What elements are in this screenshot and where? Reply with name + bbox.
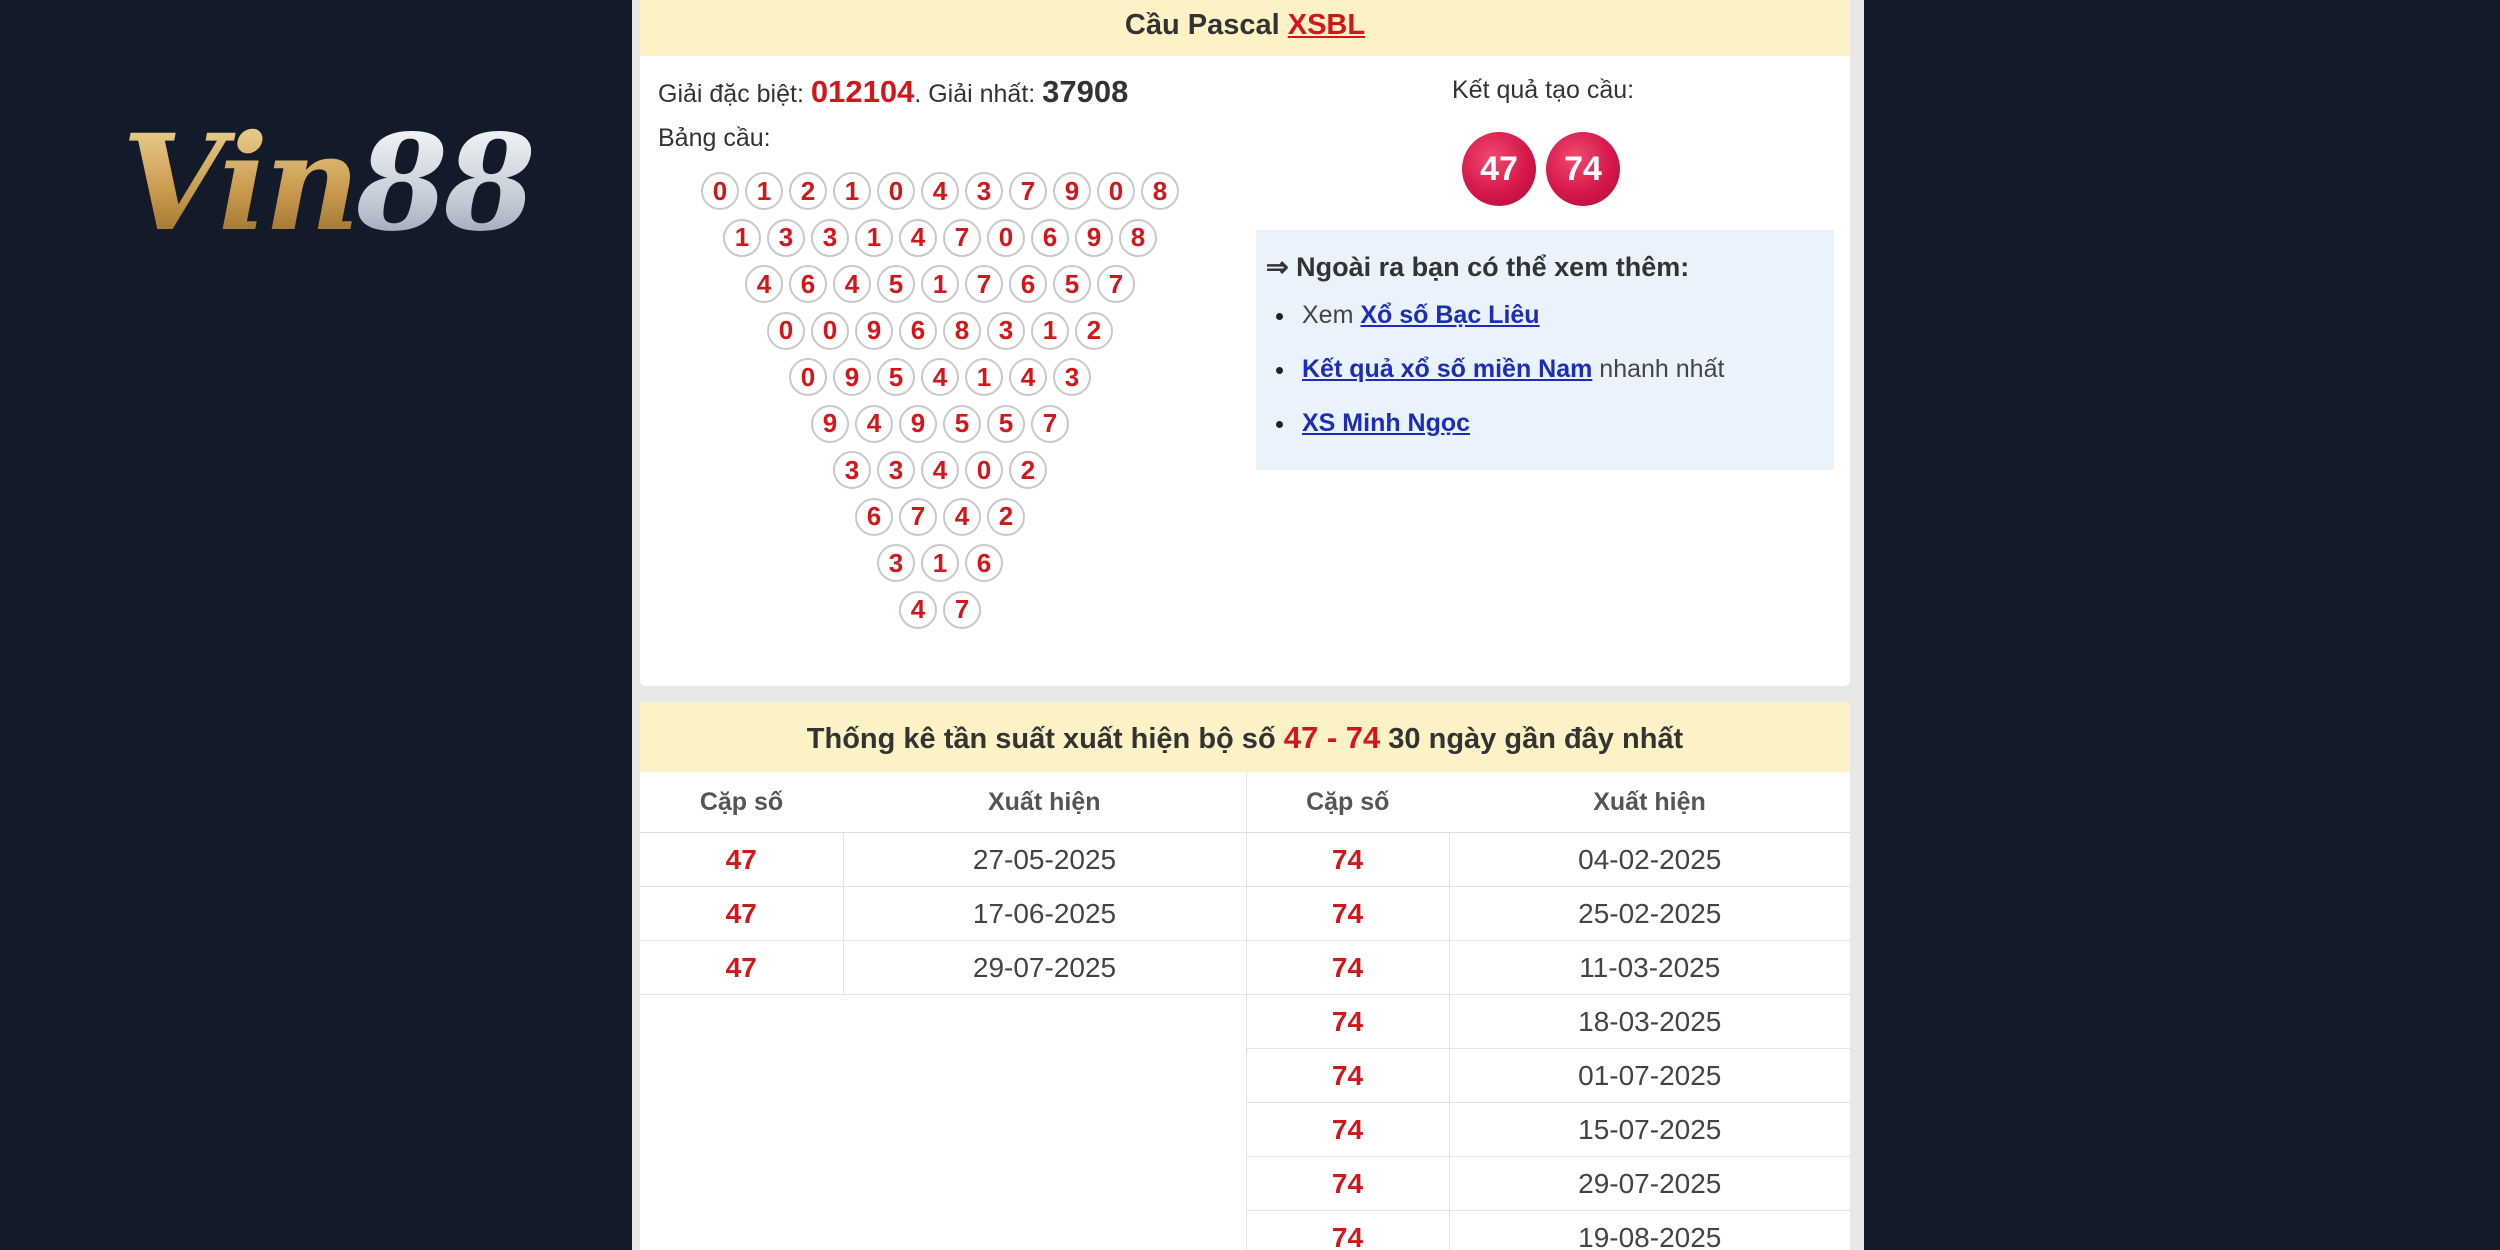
left-pair-cell xyxy=(640,995,843,1049)
digit-ball: 5 xyxy=(1053,265,1091,303)
digit-ball: 3 xyxy=(833,451,871,489)
left-pair-cell xyxy=(640,1103,843,1157)
logo-text-88: 88 xyxy=(356,106,532,261)
digit-ball: 6 xyxy=(789,265,827,303)
triangle-row xyxy=(640,591,1240,638)
digit-ball: 3 xyxy=(965,172,1003,210)
pascal-card xyxy=(640,0,1850,686)
digit-ball: 2 xyxy=(987,498,1025,536)
digit-ball: 4 xyxy=(921,358,959,396)
see-more-box xyxy=(1256,230,1834,470)
left-date-cell: 27-05-2025 xyxy=(843,833,1246,887)
digit-ball: 1 xyxy=(921,544,959,582)
frequency-table-body xyxy=(640,833,1850,1250)
digit-ball: 9 xyxy=(833,358,871,396)
right-pair-cell: 74 xyxy=(1246,887,1449,941)
left-pair-cell: 47 xyxy=(640,941,843,995)
digit-ball: 0 xyxy=(811,312,849,350)
first-prize-label: Giải nhất: xyxy=(928,80,1043,108)
digit-ball: 8 xyxy=(1119,219,1157,257)
left-date-cell xyxy=(843,1211,1246,1250)
right-pair-cell: 74 xyxy=(1246,1157,1449,1211)
digit-ball: 6 xyxy=(899,312,937,350)
special-prize-value: 012104 xyxy=(810,74,915,109)
right-date-cell: 19-08-2025 xyxy=(1449,1211,1850,1250)
frequency-title-suffix: 30 ngày gần đây nhất xyxy=(1380,723,1684,755)
left-date-cell xyxy=(843,1103,1246,1157)
triangle-row xyxy=(640,544,1240,591)
table-label: Bảng cầu: xyxy=(658,124,771,152)
digit-ball: 5 xyxy=(877,265,915,303)
digit-ball: 1 xyxy=(921,265,959,303)
digit-ball: 7 xyxy=(1009,172,1047,210)
kqxs-mien-nam-link[interactable]: Kết quả xổ số miền Nam xyxy=(1302,355,1593,383)
item-prefix: Xem xyxy=(1302,301,1361,329)
digit-ball: 4 xyxy=(855,405,893,443)
right-date-cell: 29-07-2025 xyxy=(1449,1157,1850,1211)
digit-ball: 5 xyxy=(987,405,1025,443)
digit-ball: 1 xyxy=(965,358,1003,396)
table-row xyxy=(640,887,1850,941)
digit-ball: 6 xyxy=(1009,265,1047,303)
see-more-title: ⇒ Ngoài ra bạn có thể xem thêm: xyxy=(1266,252,1690,282)
result-label: Kết quả tạo cầu: xyxy=(1452,76,1635,104)
left-pair-cell xyxy=(640,1211,843,1250)
digit-ball: 4 xyxy=(1009,358,1047,396)
table-row xyxy=(640,995,1850,1049)
right-date-cell: 25-02-2025 xyxy=(1449,887,1850,941)
table-row xyxy=(640,1157,1850,1211)
left-date-cell xyxy=(843,1049,1246,1103)
digit-ball: 4 xyxy=(921,451,959,489)
right-pair-cell: 74 xyxy=(1246,833,1449,887)
digit-ball: 1 xyxy=(855,219,893,257)
first-prize-value: 37908 xyxy=(1042,74,1129,109)
see-more-list xyxy=(1266,301,1824,463)
left-pair-cell: 47 xyxy=(640,887,843,941)
prize-separator: . xyxy=(914,80,929,108)
table-header-row xyxy=(640,772,1850,833)
list-item xyxy=(1266,409,1824,463)
triangle-row xyxy=(640,498,1240,545)
frequency-card xyxy=(640,702,1850,1250)
frequency-header xyxy=(640,702,1850,772)
right-date-cell: 18-03-2025 xyxy=(1449,995,1850,1049)
digit-ball: 4 xyxy=(899,591,937,629)
triangle-row xyxy=(640,265,1240,312)
digit-ball: 1 xyxy=(833,172,871,210)
table-row xyxy=(640,1049,1850,1103)
digit-ball: 3 xyxy=(987,312,1025,350)
digit-ball: 3 xyxy=(1053,358,1091,396)
item-suffix: nhanh nhất xyxy=(1592,355,1725,383)
digit-ball: 6 xyxy=(855,498,893,536)
triangle-row xyxy=(640,219,1240,266)
logo-text-vin: Vin xyxy=(122,106,357,261)
col-pair-right: Cặp số xyxy=(1246,772,1449,833)
frequency-title-prefix: Thống kê tần suất xuất hiện bộ số xyxy=(806,723,1284,755)
digit-ball: 7 xyxy=(965,265,1003,303)
result-balls xyxy=(1462,132,1620,206)
digit-ball: 1 xyxy=(1031,312,1069,350)
digit-ball: 5 xyxy=(877,358,915,396)
digit-ball: 0 xyxy=(767,312,805,350)
digit-ball: 2 xyxy=(1075,312,1113,350)
digit-ball: 9 xyxy=(1053,172,1091,210)
right-date-cell: 11-03-2025 xyxy=(1449,941,1850,995)
digit-ball: 2 xyxy=(789,172,827,210)
left-pair-cell: 47 xyxy=(640,833,843,887)
digit-ball: 1 xyxy=(745,172,783,210)
card-header xyxy=(640,0,1850,56)
digit-ball: 7 xyxy=(943,219,981,257)
special-prize-label: Giải đặc biệt: xyxy=(658,80,811,108)
list-item xyxy=(1266,301,1824,355)
left-date-cell: 17-06-2025 xyxy=(843,887,1246,941)
digit-ball: 6 xyxy=(1031,219,1069,257)
digit-ball: 3 xyxy=(811,219,849,257)
xo-so-bac-lieu-link[interactable]: Xổ số Bạc Liêu xyxy=(1360,301,1540,329)
digit-ball: 0 xyxy=(1097,172,1135,210)
digit-ball: 7 xyxy=(899,498,937,536)
right-date-cell: 15-07-2025 xyxy=(1449,1103,1850,1157)
triangle-row xyxy=(640,451,1240,498)
left-date-cell xyxy=(843,1157,1246,1211)
pascal-triangle xyxy=(640,172,1240,637)
triangle-row xyxy=(640,312,1240,359)
vin88-logo[interactable] xyxy=(122,106,532,261)
frequency-table xyxy=(640,772,1850,1250)
right-pair-cell: 74 xyxy=(1246,1049,1449,1103)
right-pair-cell: 74 xyxy=(1246,941,1449,995)
triangle-row xyxy=(640,172,1240,219)
left-date-cell xyxy=(843,995,1246,1049)
digit-ball: 0 xyxy=(987,219,1025,257)
table-row xyxy=(640,941,1850,995)
digit-ball: 0 xyxy=(701,172,739,210)
triangle-row xyxy=(640,358,1240,405)
digit-ball: 3 xyxy=(877,544,915,582)
digit-ball: 3 xyxy=(877,451,915,489)
frequency-pair: 47 - 74 xyxy=(1283,720,1381,755)
digit-ball: 0 xyxy=(789,358,827,396)
digit-ball: 8 xyxy=(1141,172,1179,210)
main-content xyxy=(632,0,1864,1250)
digit-ball: 8 xyxy=(943,312,981,350)
xs-minh-ngoc-link[interactable]: XS Minh Ngọc xyxy=(1302,409,1471,437)
digit-ball: 4 xyxy=(745,265,783,303)
col-pair-left: Cặp số xyxy=(640,772,843,833)
right-date-cell: 04-02-2025 xyxy=(1449,833,1850,887)
digit-ball: 0 xyxy=(877,172,915,210)
col-appear-right: Xuất hiện xyxy=(1449,772,1850,833)
digit-ball: 6 xyxy=(965,544,1003,582)
card-title: Cầu Pascal xyxy=(1124,9,1288,41)
digit-ball: 4 xyxy=(833,265,871,303)
left-pair-cell xyxy=(640,1157,843,1211)
xsbl-link[interactable]: XSBL xyxy=(1287,9,1366,41)
digit-ball: 4 xyxy=(921,172,959,210)
digit-ball: 9 xyxy=(899,405,937,443)
table-row xyxy=(640,833,1850,887)
digit-ball: 5 xyxy=(943,405,981,443)
digit-ball: 9 xyxy=(1075,219,1113,257)
right-pair-cell: 74 xyxy=(1246,995,1449,1049)
right-pair-cell: 74 xyxy=(1246,1103,1449,1157)
table-row xyxy=(640,1211,1850,1250)
digit-ball: 7 xyxy=(943,591,981,629)
digit-ball: 4 xyxy=(943,498,981,536)
col-appear-left: Xuất hiện xyxy=(843,772,1246,833)
digit-ball: 4 xyxy=(899,219,937,257)
digit-ball: 7 xyxy=(1031,405,1069,443)
digit-ball: 0 xyxy=(965,451,1003,489)
triangle-row xyxy=(640,405,1240,452)
table-row xyxy=(640,1103,1850,1157)
result-ball: 74 xyxy=(1546,132,1620,206)
digit-ball: 1 xyxy=(723,219,761,257)
digit-ball: 7 xyxy=(1097,265,1135,303)
left-date-cell: 29-07-2025 xyxy=(843,941,1246,995)
digit-ball: 9 xyxy=(811,405,849,443)
digit-ball: 3 xyxy=(767,219,805,257)
result-ball: 47 xyxy=(1462,132,1536,206)
right-pair-cell: 74 xyxy=(1246,1211,1449,1250)
digit-ball: 2 xyxy=(1009,451,1047,489)
right-date-cell: 01-07-2025 xyxy=(1449,1049,1850,1103)
prize-line xyxy=(658,74,1128,110)
left-pair-cell xyxy=(640,1049,843,1103)
list-item xyxy=(1266,355,1824,409)
digit-ball: 9 xyxy=(855,312,893,350)
